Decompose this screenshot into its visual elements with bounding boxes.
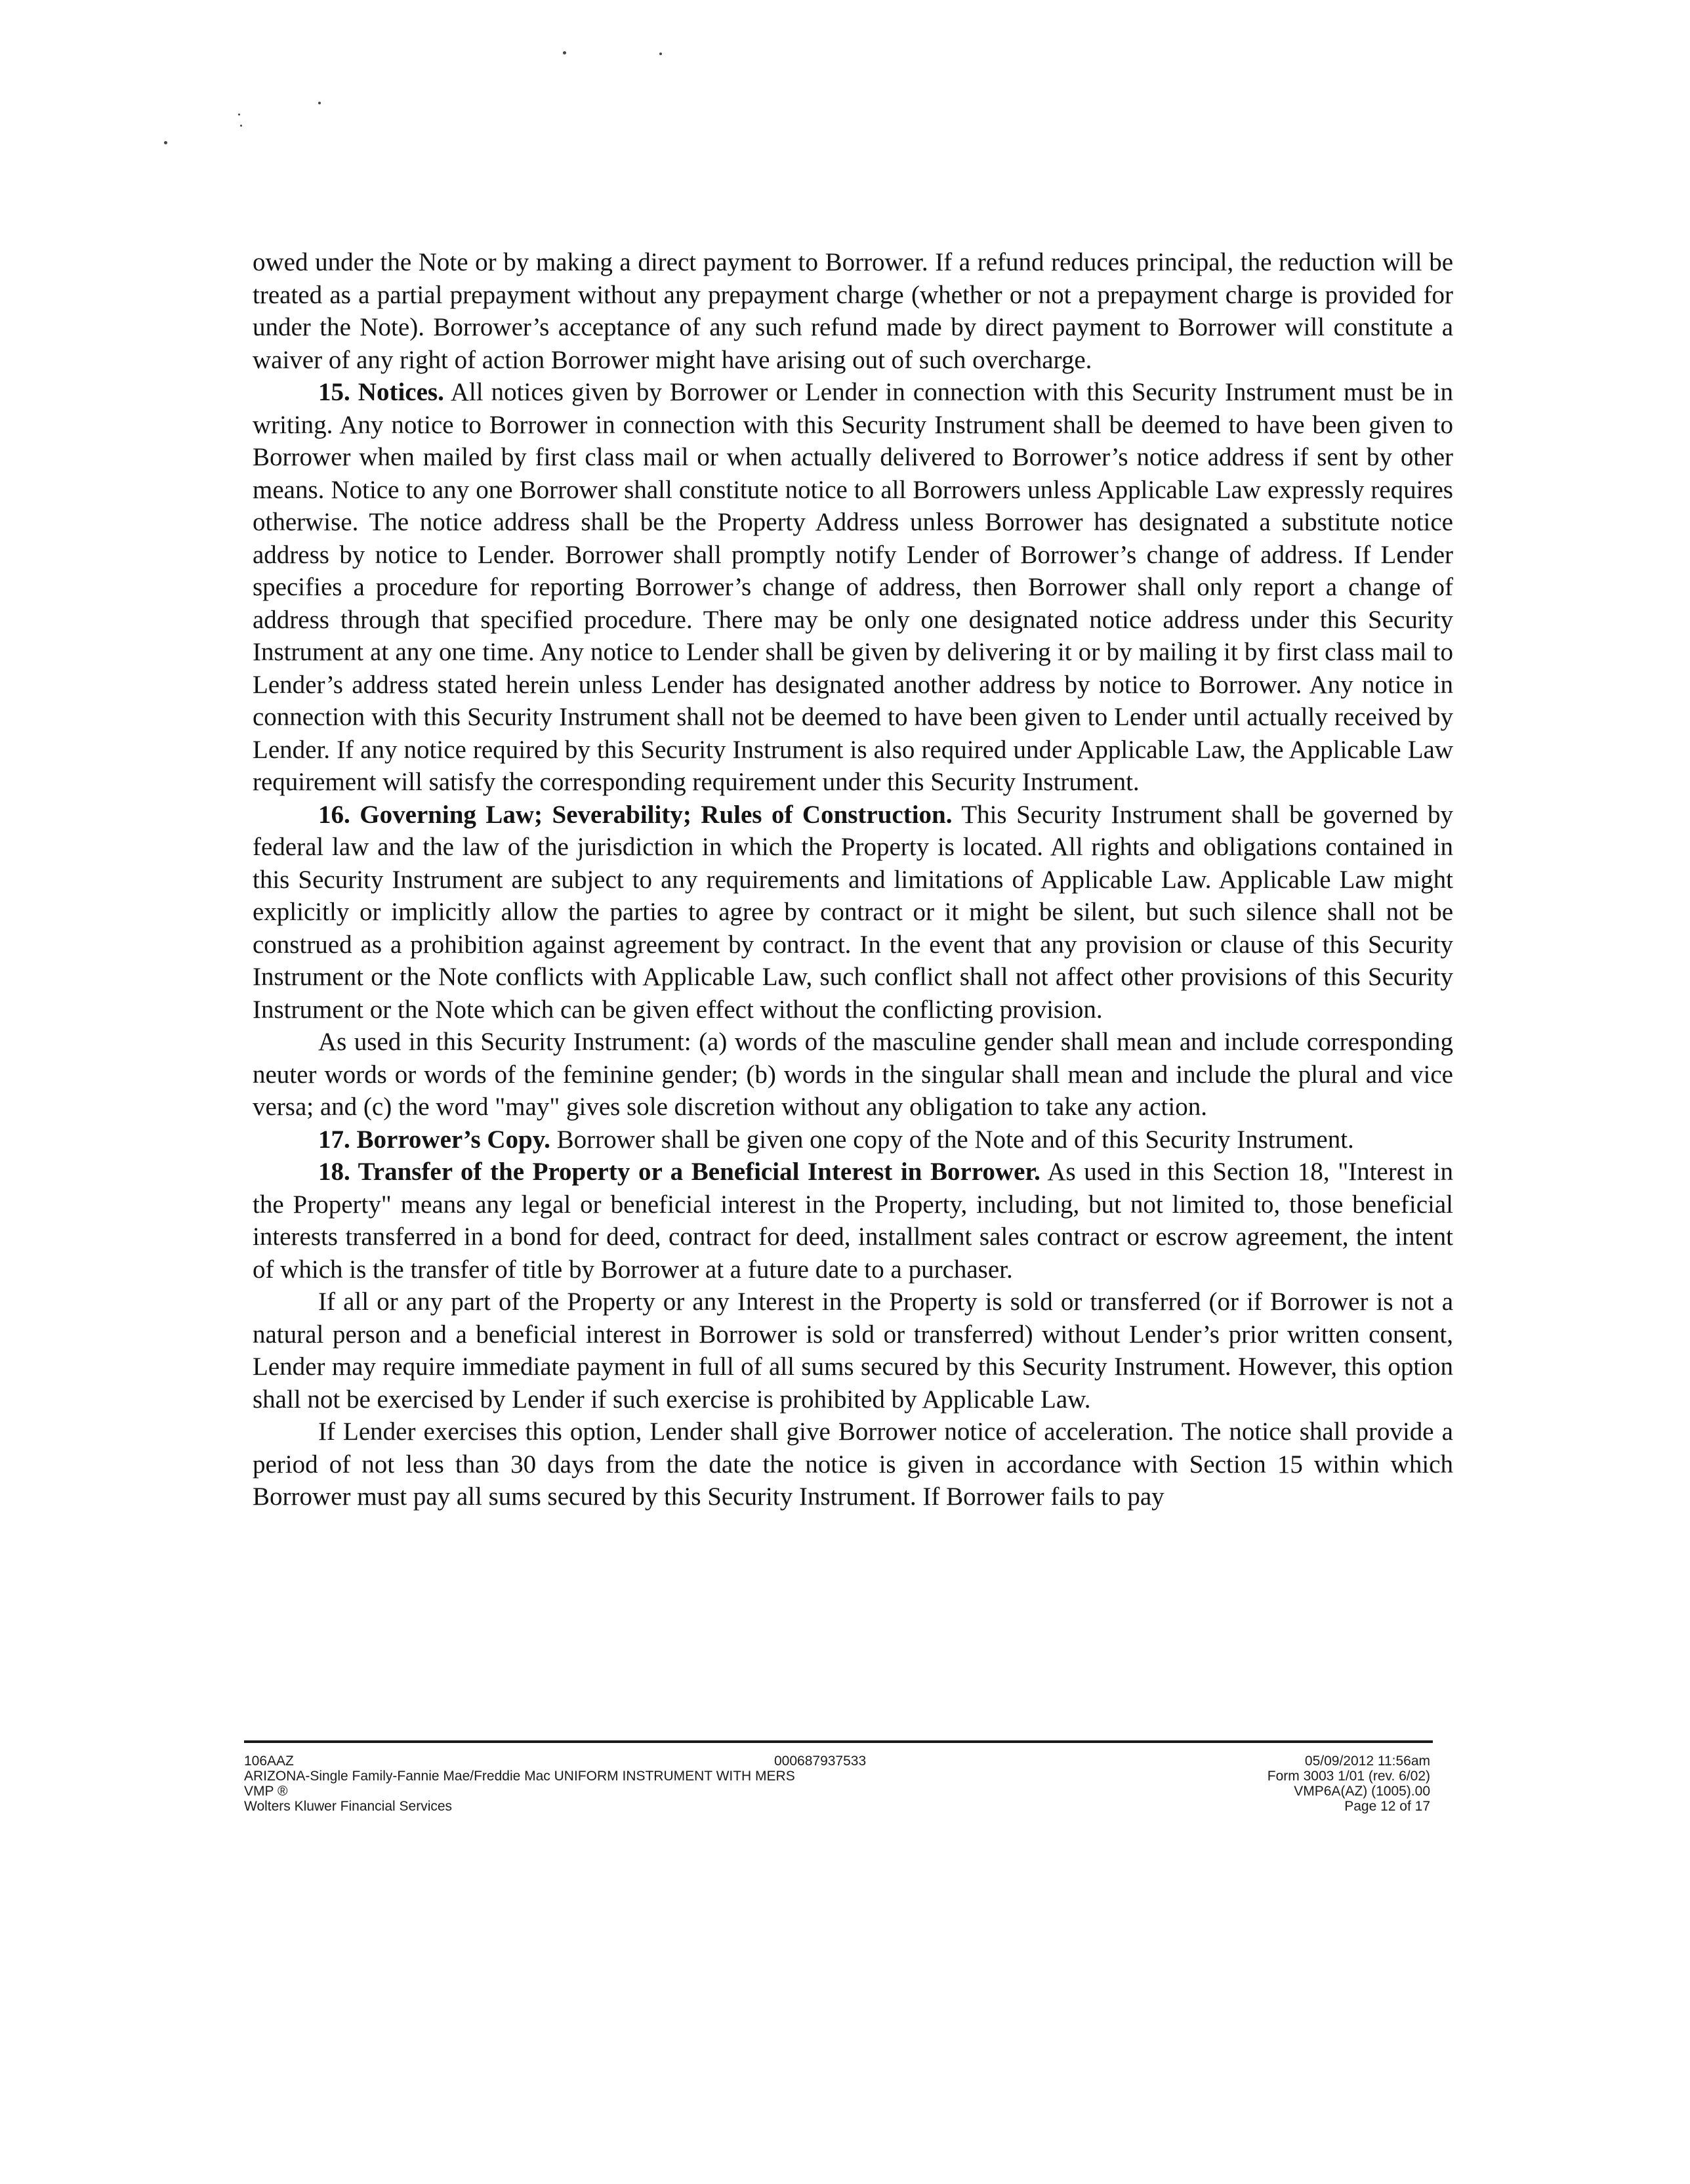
footer-form-code: 106AAZ — [244, 1754, 294, 1769]
footer-timestamp: 05/09/2012 11:56am — [1304, 1754, 1430, 1769]
footer-publisher: Wolters Kluwer Financial Services — [244, 1799, 453, 1814]
paragraph-text: If all or any part of the Property or any Interest in the Property is sold or transferred (or if Borrower is not a natural person and a beneficial interest in Borrower is sold or transferred) without Lender’s prior written consent, Lender may require immediate payment in full of all sums secured by this Security Instrument. However, this option shall not be exercised by Lender if such exercise is prohibited by Applicable Law. — [253, 1288, 1453, 1414]
section-heading: 18. Transfer of the Property or a Beneficial Interest in Borrower. — [318, 1158, 1041, 1186]
footer-right — [1168, 1754, 1430, 1814]
section-heading: 16. Governing Law; Severability; Rules of Construction. — [318, 800, 953, 829]
paragraph-text: owed under the Note or by making a direct payment to Borrower. If a refund reduces principal, the reduction will be treated as a partial prepayment without any prepayment charge (whether or not a prepayment charge is provided for under the Note). Borrower’s acceptance of any such refund made by direct payment to Borrower will constitute a waiver of any right of action Borrower might have arising out of such overcharge. — [253, 248, 1453, 374]
scan-speck — [240, 125, 242, 127]
document-body — [253, 246, 1453, 1513]
section-18-transfer — [253, 1156, 1453, 1286]
paragraph-text: All notices given by Borrower or Lender in connection with this Security Instrument must be in writing. Any notice to Borrower in connection with this Security Instrument shall be deemed to have been given to Borrower when mailed by first class mail or when actually delivered to Borrower’s notice address if sent by other means. Notice to any one Borrower shall constitute notice to all Borrowers unless Applicable Law expressly requires otherwise. The notice address shall be the Property Address unless Borrower has designated a substitute notice address by notice to Lender. Borrower shall promptly notify Lender of Borrower’s change of address. If Lender specifies a procedure for reporting Borrower’s change of address, then Borrower shall only report a change of address through that specified procedure. There may be only one designated notice address under this Security Instrument at any one time. Any notice to Lender shall be given by delivering it or by mailing it by first class mail to Lender’s address stated herein unless Lender has designated another address by notice to Borrower. Any notice in connection with this Security Instrument shall not be deemed to have been given to Lender until actually received by Lender. If any notice required by this Security Instrument is also required under Applicable Law, the Applicable Law requirement will satisfy the corresponding requirement under this Security Instrument. — [253, 378, 1453, 796]
section-17-borrowers-copy — [253, 1124, 1453, 1156]
scan-speck — [164, 141, 167, 144]
paragraph-text: As used in this Section 18, "Interest in the Property" means any legal or beneficial interest in the Property, including, but not limited to, those beneficial interests transferred in a bond for deed, contract for deed, installment sales contract or escrow agreement, the intent of which is the transfer of title by Borrower at a future date to a purchaser. — [253, 1158, 1453, 1284]
scan-speck — [238, 114, 240, 116]
paragraph-text: This Security Instrument shall be governed by federal law and the law of the jurisdiction in which the Property is located. All rights and obligations contained in this Security Instrument are subject to any requirements and limitations of Applicable Law. Applicable Law might explicitly or implicitly allow the parties to agree by contract or it might be silent, but such silence shall not be construed as a prohibition against agreement by contract. In the event that any provision or clause of this Security Instrument or the Note conflicts with Applicable Law, such conflict shall not affect other provisions of this Security Instrument or the Note which can be given effect without the conflicting provision. — [253, 800, 1453, 1024]
paragraph-text: Borrower shall be given one copy of the Note and of this Security Instrument. — [550, 1125, 1354, 1154]
section-16-usage — [253, 1026, 1453, 1124]
scan-speck — [318, 102, 321, 104]
paragraph-text: As used in this Security Instrument: (a) words of the masculine gender shall mean and include corresponding neuter words or words of the feminine gender; (b) words in the singular shall mean and include the plural and vice versa; and (c) the word "may" gives sole discretion without any obligation to take any action. — [253, 1028, 1453, 1121]
footer-form-title: ARIZONA-Single Family-Fannie Mae/Freddie Mac UNIFORM INSTRUMENT WITH MERS — [244, 1769, 795, 1784]
section-heading: 17. Borrower’s Copy. — [318, 1125, 550, 1154]
footer-page-number: Page 12 of 17 — [1344, 1799, 1430, 1814]
paragraph-continuation — [253, 246, 1453, 376]
footer-rule — [244, 1740, 1433, 1743]
scan-speck — [563, 51, 566, 54]
scan-speck — [659, 52, 662, 55]
footer-loan-number: 000687937533 — [774, 1754, 867, 1769]
paragraph-text: If Lender exercises this option, Lender shall give Borrower notice of acceleration. The notice shall provide a period of not less than 30 days from the date the notice is given in accordance with Section 15 within which Borrower must pay all sums secured by this Security Instrument. If Borrower fails to pay — [253, 1418, 1453, 1511]
section-18-acceleration — [253, 1416, 1453, 1513]
footer-form-version: VMP6A(AZ) (1005).00 — [1294, 1784, 1430, 1799]
footer-form-number: Form 3003 1/01 (rev. 6/02) — [1267, 1769, 1430, 1784]
section-16-governing-law — [253, 799, 1453, 1026]
section-heading: 15. Notices. — [318, 378, 444, 406]
section-18-consent — [253, 1286, 1453, 1416]
footer-vmp: VMP ® — [244, 1784, 288, 1799]
section-15-notices — [253, 376, 1453, 799]
